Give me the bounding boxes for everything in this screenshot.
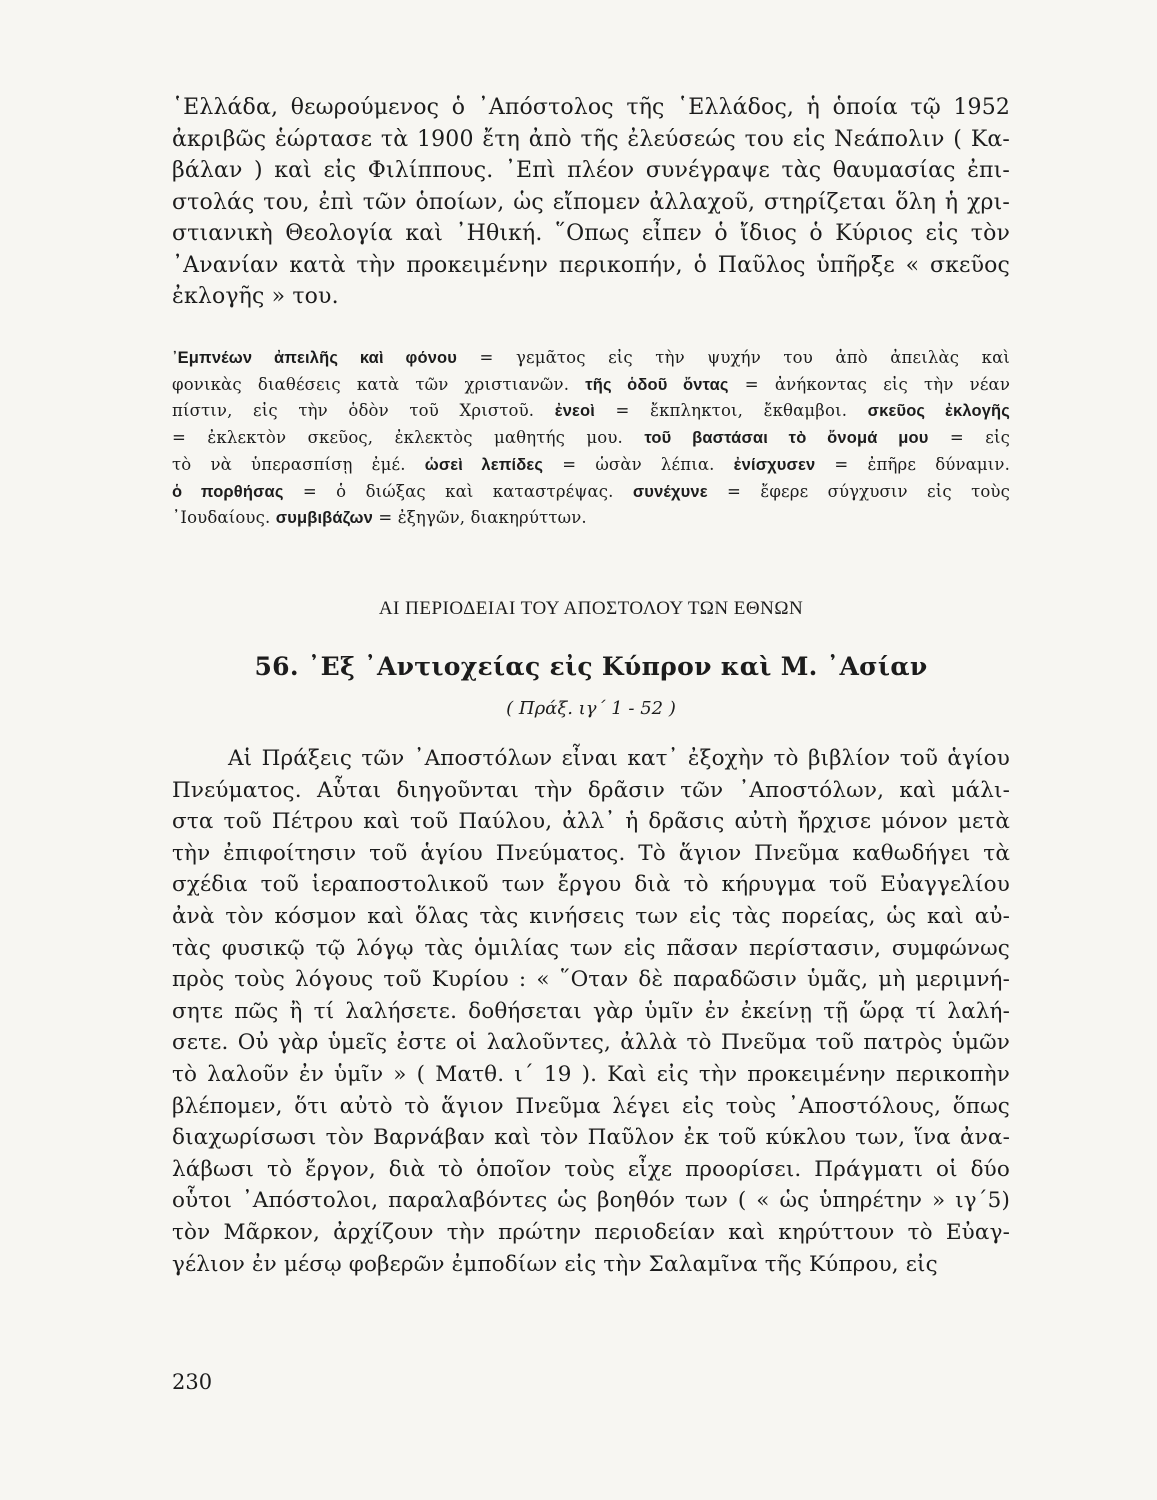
- glossary-text: γεμᾶτος εἰς τὴν ψυχήν του ἀπὸ ἀπειλὰς καὶ: [515, 348, 1011, 367]
- glossary-text: τὸ νὰ ὑπερασπίσῃ ἐμέ.: [172, 454, 425, 474]
- glossary-term: ᾿Εμπνέων ἀπειλῆς καὶ φόνου: [172, 349, 458, 367]
- glossary-text: [847, 401, 868, 420]
- body-line: ἀνὰ τὸν κόσμον καὶ ὅλας τὰς κινήσεις των εἰς τὰς πορείας, ὡς καὶ αὐ-: [172, 903, 1010, 929]
- intro-line: ἐκλογῆς » του.: [172, 284, 339, 309]
- glossary-term: τοῦ βαστάσαι τὸ ὄνομά μου: [644, 429, 929, 448]
- body-line: σετε. Οὐ γὰρ ὑμεῖς ἐστε οἱ λαλοῦντες, ἀλλὰ τὸ Πνεῦμα τοῦ πατρὸς ὑμῶν: [172, 1030, 1010, 1056]
- glossary-text: πίστιν, εἰς τὴν ὁδὸν τοῦ Χριστοῦ.: [172, 401, 555, 421]
- glossary-text: =: [815, 454, 868, 474]
- glossary-term: ὡσεὶ λεπίδες: [424, 455, 544, 474]
- body-line: σχέδια τοῦ ἱεραποστολικοῦ των ἔργου διὰ τὸ κήρυγμα τοῦ Εὐαγγελίου: [172, 872, 1010, 898]
- intro-line: ἀκριβῶς ἑώρτασε τὰ 1900 ἔτη ἀπὸ τῆς ἐλεύσεώς του εἰς Νεάπολιν ( Κα-: [172, 126, 1010, 152]
- body-line: τὴν ἐπιφοίτησιν τοῦ ἁγίου Πνεύματος. Τὸ ἅγιον Πνεῦμα καθωδήγει τὰ: [172, 840, 1010, 866]
- glossary-definition: ὡσὰν λέπια.: [595, 454, 715, 474]
- glossary-line: [172, 479, 1010, 506]
- body-line: τὰς φυσικῷ τῷ λόγῳ τὰς ὁμιλίας των εἰς πᾶσαν περίστασιν, συμφώνως: [172, 935, 1010, 961]
- section-heading: ΑΙ ΠΕΡΙΟΔΕΙΑΙ ΤΟΥ ΑΠΟΣΤΟΛΟΥ ΤΩΝ ΕΘΝΩΝ: [378, 598, 804, 619]
- intro-line: ῾Ελλάδα, θεωρούμενος ὁ ᾿Απόστολος τῆς ῾Ελλάδος, ἡ ὁποία τῷ 1952: [172, 95, 1010, 120]
- glossary-text: εἰς: [985, 428, 1011, 448]
- glossary-text: [715, 455, 734, 474]
- glossary-text: [623, 428, 644, 447]
- glossary-line: [172, 505, 1010, 532]
- glossary-definition: ἐπῆρε δύναμιν.: [867, 454, 1010, 474]
- glossary-definition: ἐξηγῶν, διακηρύττων.: [397, 508, 587, 528]
- glossary-term: συνέχυνε: [632, 482, 708, 501]
- body-line: στα τοῦ Πέτρου καὶ τοῦ Παύλου, ἀλλ᾿ ἡ δρᾶσις αὐτὴ ἤρχισε μόνον μετὰ: [172, 809, 1010, 835]
- chapter-reference: ( Πράξ. ιγ´ 1 - 52 ): [506, 698, 676, 719]
- body-line: διαχωρίσωσι τὸν Βαρνάβαν καὶ τὸν Παῦλον ἐκ τοῦ κύκλου των, ἵνα ἀνα-: [172, 1125, 1010, 1151]
- glossary-term: σκεῦος ἐκλογῆς: [867, 402, 1011, 421]
- body-line: λάβωσι τὸ ἔργον, διὰ τὸ ὁποῖον τοὺς εἶχε προορίσει. Πράγματι οἱ δύο: [172, 1156, 1010, 1182]
- glossary-definition: ἔκπληκτοι, ἔκθαμβοι.: [650, 401, 848, 421]
- chapter-title: 56. ᾿Εξ ᾿Αντιοχείας εἰς Κύπρον καὶ Μ. ᾿Ασίαν: [254, 652, 928, 681]
- glossary-definition: ἐκλεκτὸν σκεῦος, ἐκλεκτὸς μαθητής μου.: [207, 428, 623, 448]
- glossary-text: [614, 482, 633, 501]
- glossary-line: [172, 452, 1010, 479]
- glossary-term: τῆς ὁδοῦ ὄντας: [585, 375, 729, 394]
- intro-paragraph: [172, 92, 1010, 313]
- glossary-line: [172, 372, 1010, 399]
- glossary-text: φονικὰς διαθέσεις κατὰ τῶν χριστιανῶν.: [172, 374, 586, 394]
- chapter-body: [172, 743, 1010, 1280]
- glossary-text: =: [928, 428, 986, 448]
- glossary-term: ἐνίσχυσεν: [733, 455, 816, 474]
- intro-line: στιανικὴ Θεολογία καὶ ᾿Ηθική. ῞Οπως εἶπεν ὁ ἴδιος ὁ Κύριος εἰς τὸν: [172, 221, 1010, 246]
- page-number: 230: [172, 1370, 213, 1394]
- glossary-text: =: [728, 374, 775, 394]
- body-line: Πνεύματος. Αὗται διηγοῦνται τὴν δρᾶσιν τῶν ᾿Αποστόλων, καὶ μάλι-: [172, 777, 1010, 803]
- glossary-text: =: [707, 481, 761, 501]
- glossary-text: =: [457, 348, 516, 367]
- body-line: βλέπομεν, ὅτι αὐτὸ τὸ ἅγιον Πνεῦμα λέγει εἰς τοὺς ᾿Αποστόλους, ὅπως: [172, 1093, 1010, 1119]
- glossary-term: συμβιβάζων: [275, 509, 373, 528]
- glossary-line: [172, 345, 1010, 372]
- glossary-text: ᾿Ιουδαίους.: [172, 508, 276, 528]
- glossary-notes: [172, 345, 1010, 532]
- glossary-line: [172, 425, 1010, 452]
- glossary-text: =: [543, 454, 596, 474]
- body-line: γέλιον ἐν μέσῳ φοβερῶν ἐμποδίων εἰς τὴν Σαλαμῖνα τῆς Κύπρου, εἰς: [172, 1251, 938, 1277]
- body-line: σητε πῶς ἢ τί λαλήσετε. δοθήσεται γὰρ ὑμῖν ἐν ἐκείνῃ τῇ ὥρᾳ τί λαλή-: [172, 998, 1010, 1024]
- body-line: τὸ λαλοῦν ἐν ὑμῖν » ( Ματθ. ι´ 19 ). Καὶ εἰς τὴν προκειμένην περικοπὴν: [172, 1061, 1010, 1087]
- glossary-text: ἔφερε σύγχυσιν εἰς τοὺς: [760, 481, 1011, 501]
- glossary-definition: ὁ διώξας καὶ καταστρέψας.: [336, 481, 614, 501]
- body-line: τὸν Μᾶρκον, ἀρχίζουν τὴν πρώτην περιοδείαν καὶ κηρύττουν τὸ Εὐαγ-: [172, 1219, 1010, 1245]
- intro-line: ᾿Ανανίαν κατὰ τὴν προκειμένην περικοπήν, ὁ Παῦλος ὑπῆρξε « σκεῦος: [172, 252, 1010, 278]
- body-line: οὗτοι ᾿Απόστολοι, παραλαβόντες ὡς βοηθόν των ( « ὡς ὑπηρέτην » ιγ´5): [172, 1188, 1010, 1214]
- intro-line: στολάς του, ἐπὶ τῶν ὁποίων, ὡς εἴπομεν ἀλλαχοῦ, στηρίζεται ὅλη ἡ χρι-: [172, 189, 1010, 215]
- glossary-term: ἐνεοὶ: [554, 402, 595, 421]
- glossary-text: =: [372, 508, 398, 528]
- glossary-line: [172, 398, 1010, 425]
- body-line: Αἱ Πράξεις τῶν ᾿Αποστόλων εἶναι κατ᾿ ἐξοχὴν τὸ βιβλίον τοῦ ἁγίου: [228, 746, 1010, 771]
- glossary-text: ἀνήκοντας εἰς τὴν νέαν: [774, 374, 1011, 394]
- body-line: πρὸς τοὺς λόγους τοῦ Κυρίου : « ῞Οταν δὲ παραδῶσιν ὑμᾶς, μὴ μεριμνή-: [172, 967, 1010, 993]
- glossary-text: =: [283, 481, 337, 501]
- intro-line: βάλαν ) καὶ εἰς Φιλίππους. ᾿Επὶ πλέον συνέγραψε τὰς θαυμασίας ἐπι-: [172, 158, 1010, 183]
- glossary-term: ὁ πορθήσας: [172, 482, 284, 501]
- glossary-text: =: [595, 401, 651, 421]
- glossary-text: =: [172, 428, 208, 448]
